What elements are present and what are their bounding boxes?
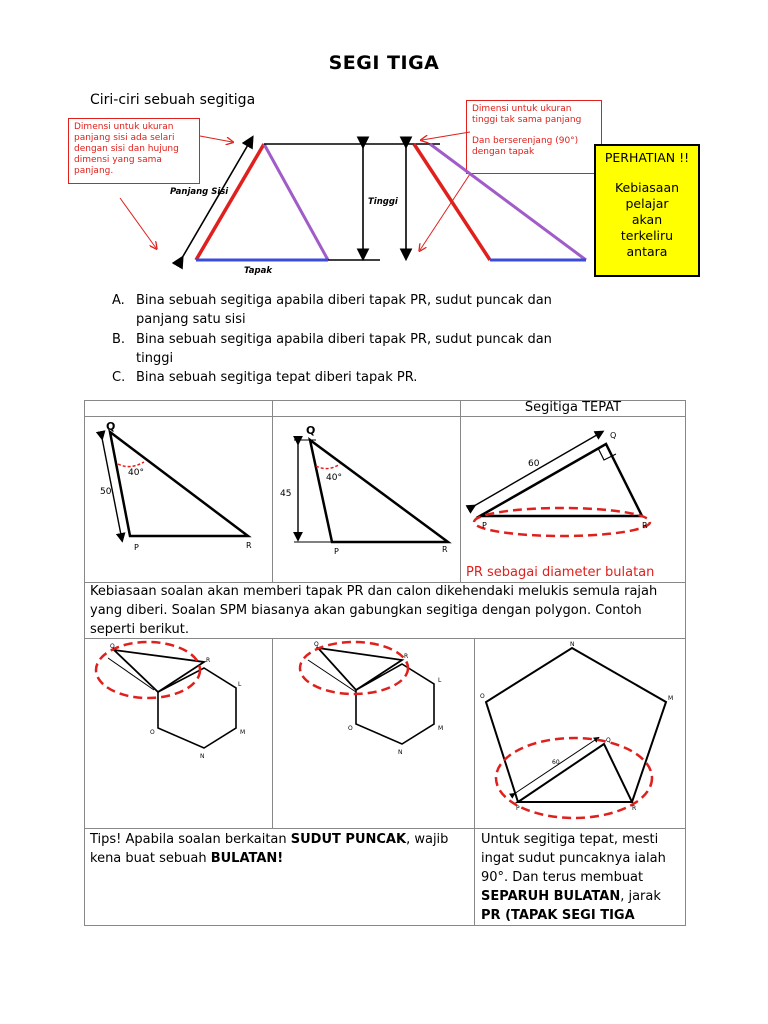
n-label: N [200,753,205,760]
attention-title: PERHATIAN !! [604,150,690,165]
side-dimension-line [182,138,252,258]
hexagon [158,668,236,748]
table-divider [272,638,273,828]
length-label: 60 [528,459,540,469]
figure-hexagon-1 [88,640,270,826]
p-label: P [482,521,487,530]
figure-pentagon [478,640,682,826]
length-label: 60 [552,759,560,766]
right-triangle-tip [481,830,681,924]
figure-height-triangle [278,418,456,558]
apex-label: Q [306,424,316,437]
diameter-note: PR sebagai diameter bulatan [466,565,655,580]
pointer-arrow [420,174,470,250]
tips-bold: BULATAN! [210,851,284,866]
angle-arc [316,464,340,469]
attention-line: pelajar [625,196,669,211]
angle-label: 40° [326,473,342,483]
tips-part: Tips! Apabila soalan berkaitan [90,832,291,847]
m-label: M [438,725,444,732]
tips-bold: SUDUT PUNCAK [290,832,407,847]
r-label: R [404,653,409,660]
table-divider [84,416,686,417]
table-divider [84,638,686,639]
p-label: P [334,547,339,556]
question-text: tinggi [136,351,174,366]
side-label: Panjang Sisi [170,187,229,197]
triangle-pqr [480,444,642,516]
r-label: R [632,805,637,812]
figure-right-triangle [464,418,682,564]
angle-arc [118,462,144,467]
question-label: C. [112,370,126,385]
r-label: R [442,545,448,554]
instruction-text: Kebiasaan soalan akan memberi tapak PR dan calon dikehendaki melukis semula rajah yang diberi. Soalan SPM biasanya akan gabungkan segitiga dengan polygon. Contoh seperti berikut. [90,584,658,637]
table-divider [460,400,461,582]
tip-part: , jarak [620,889,661,904]
q-label: Q [110,643,115,650]
pointer-arrow [120,198,156,248]
question-b [112,330,552,368]
angle-label: 40° [128,468,144,478]
m-label: M [240,729,246,736]
r-label: R [642,521,648,530]
pointer-arrow [200,136,232,142]
height-label: Tinggi [368,197,398,207]
table-divider [84,828,686,829]
triangle-left-side [196,144,264,260]
diameter-circle [474,508,650,536]
question-label: B. [112,332,126,347]
attention-line: Kebiasaan [614,180,680,195]
table-divider [272,400,273,582]
right-triangle [518,744,632,802]
p-label: P [516,805,520,812]
question-text: Bina sebuah segitiga tepat diberi tapak PR. [136,370,418,385]
q-label: Q [314,641,319,648]
height-note-line2: Dan berserenjang (90°) dengan tapak [472,136,579,157]
pointer-arrow [422,132,470,140]
p-label: P [134,543,139,552]
figure-hexagon-2 [280,640,470,826]
tips-text [90,830,470,868]
triangle-pqr [310,440,448,542]
side-length-label: 50 [100,487,112,497]
r-label: R [206,657,211,664]
right-triangle-header: Segitiga TEPAT [524,400,622,415]
tip-bold: SEPARUH BULATAN [481,889,621,904]
dimension-line [108,658,154,690]
question-text: Bina sebuah segitiga apabila diberi tapak PR, sudut puncak dan [136,332,552,347]
height-value-label: 45 [280,489,292,499]
attention-box [594,144,700,277]
apex-label: Q [106,420,116,433]
o-label: O [150,729,155,736]
triangle [318,648,402,690]
tips-part: , wajib kena buat sebuah [90,832,449,866]
side-dimension-note: Dimensi untuk ukuran panjang sisi ada selari dengan sisi dan hujung dimensi yang sama panjang. [68,118,200,184]
attention-line: antara [626,244,668,259]
figure-side-triangle [90,418,268,558]
triangle-pqr [110,432,248,536]
table-divider [474,638,475,926]
o-label: O [480,693,485,700]
r-label: R [246,541,252,550]
subtitle: Ciri-ciri sebuah segitiga [90,92,256,108]
dimension-line [514,738,598,794]
tip-bold: PR (TAPAK SEGI TIGA [481,908,635,923]
l-label: L [438,677,442,684]
question-a [112,291,552,329]
o-label: O [348,725,353,732]
question-text: Bina sebuah segitiga apabila diberi tapak PR, sudut puncak dan [136,293,552,308]
question-label: A. [112,293,125,308]
page-title: SEGI TIGA [328,52,440,74]
q-label: Q [610,431,617,440]
angle-circle [96,642,200,698]
angle-circle [300,642,408,694]
triangle-right-side [264,144,328,260]
hexagon [356,664,434,744]
attention-line: terkeliru [620,228,674,243]
dimension-line [474,432,602,506]
pentagon [486,648,666,802]
triangle-dimension-diagram [60,118,600,278]
l-label: L [238,681,242,688]
question-c [112,368,417,387]
m-label: M [668,695,674,702]
n-label: N [570,641,575,648]
n-label: N [398,749,403,756]
attention-line: akan [631,212,663,227]
tip-part: Untuk segitiga tepat, mesti ingat sudut puncaknya ialah 90°. Dan terus membuat [481,832,666,885]
height-note-line1: Dimensi untuk ukuran tinggi tak sama panjang [472,104,582,125]
q-label: Q [606,737,611,744]
question-text: panjang satu sisi [136,312,246,327]
base-label: Tapak [244,266,272,276]
